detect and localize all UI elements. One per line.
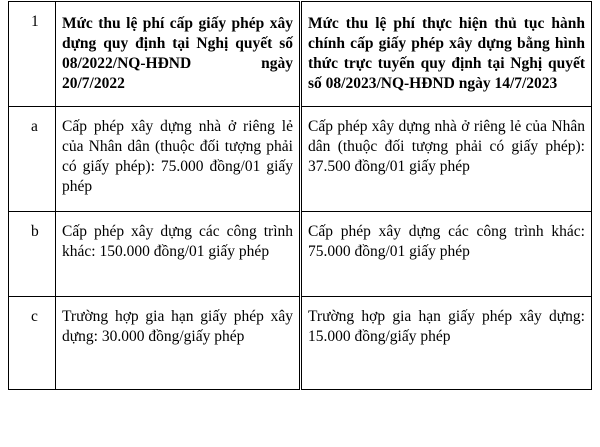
- row-col-a: Cấp phép xây dựng các công trình khác: 150.000 đồng/01 giấy phép: [62, 223, 293, 260]
- row-col-b-cell: [301, 107, 592, 212]
- row-index-cell: [9, 107, 56, 212]
- row-col-b: Cấp phép xây dựng nhà ở riêng lẻ của Nhân dân (thuộc đối tượng phải có giấy phép): 37.500 đồng/01 giấy phép: [308, 118, 585, 175]
- fee-comparison-table: [8, 1, 592, 390]
- header-col-b: Mức thu lệ phí thực hiện thủ tục hành chính cấp giấy phép xây dựng bằng hình thức trực tuyến quy định tại Nghị quyết số 08/2023/NQ-HĐND ngày 14/7/2023: [308, 15, 585, 92]
- header-index: 1: [31, 13, 39, 30]
- row-col-b: Trường hợp gia hạn giấy phép xây dựng: 15.000 đồng/giấy phép: [308, 308, 585, 345]
- row-col-b-cell: [301, 297, 592, 390]
- table-row: [9, 212, 592, 297]
- header-index-cell: [9, 2, 56, 107]
- header-col-b-cell: [301, 2, 592, 107]
- row-col-a-cell: [56, 212, 301, 297]
- row-index-cell: [9, 297, 56, 390]
- row-col-a: Cấp phép xây dựng nhà ở riêng lẻ của Nhân dân (thuộc đối tượng phải có giấy phép): 75.000 đồng/01 giấy phép: [62, 118, 293, 195]
- table-header-row: [9, 2, 592, 107]
- header-col-a-cell: [56, 2, 301, 107]
- header-col-a: Mức thu lệ phí cấp giấy phép xây dựng quy định tại Nghị quyết số 08/2022/NQ-HĐND ngày 20/7/2022: [62, 15, 293, 92]
- table-row: [9, 297, 592, 390]
- row-index: c: [31, 308, 38, 325]
- row-col-b-cell: [301, 212, 592, 297]
- row-col-a-cell: [56, 107, 301, 212]
- row-col-a: Trường hợp gia hạn giấy phép xây dựng: 30.000 đồng/giấy phép: [62, 308, 293, 345]
- row-col-b: Cấp phép xây dựng các công trình khác: 75.000 đồng/01 giấy phép: [308, 223, 585, 260]
- row-index-cell: [9, 212, 56, 297]
- table-row: [9, 107, 592, 212]
- row-index: a: [31, 118, 38, 135]
- row-index: b: [31, 223, 39, 240]
- row-col-a-cell: [56, 297, 301, 390]
